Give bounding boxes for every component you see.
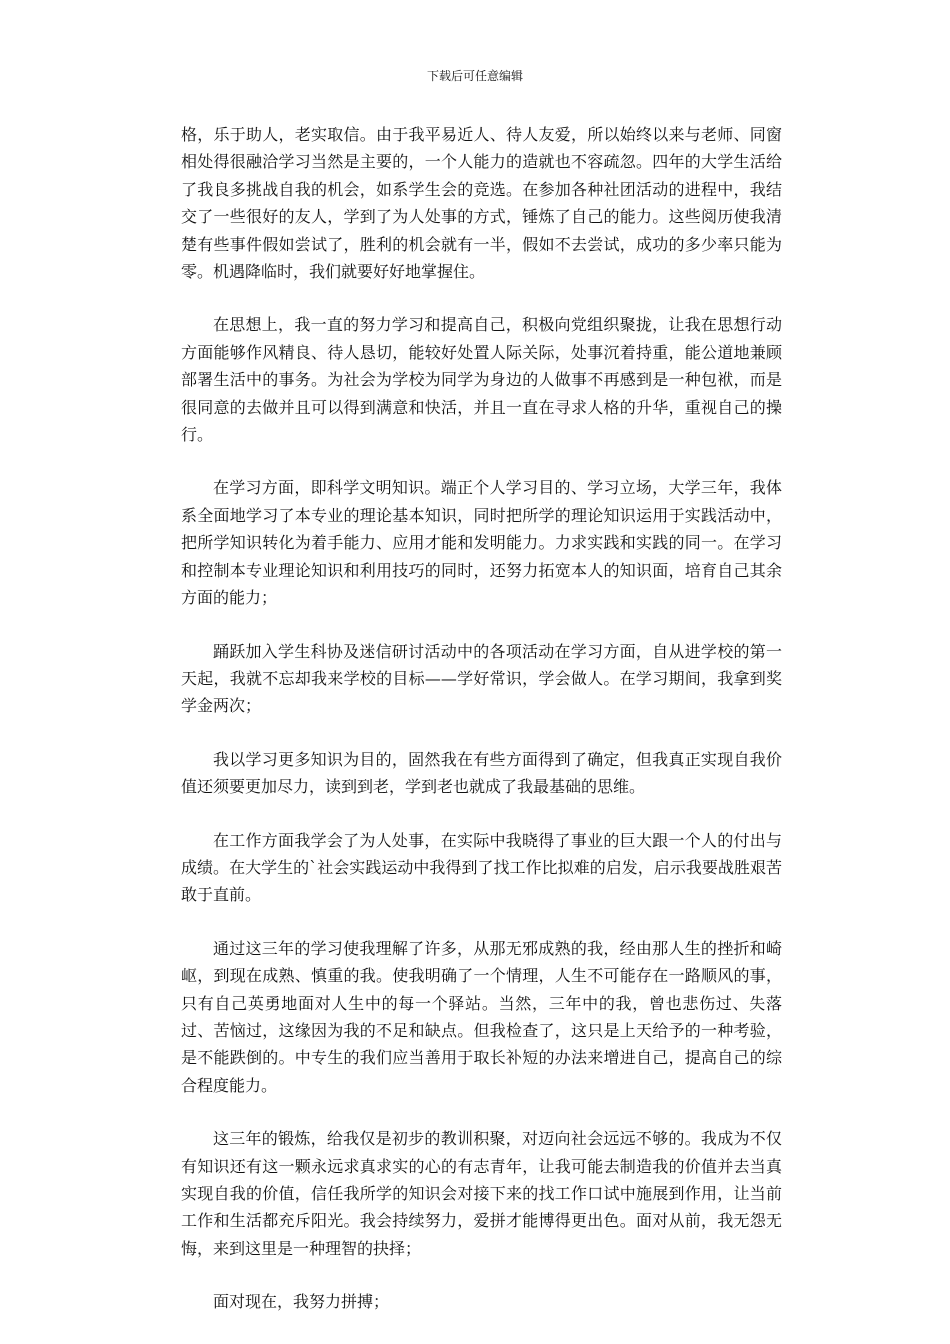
paragraph-2: 在思想上，我一直的努力学习和提高自己，积极向党组织聚拢，让我在思想行动方面能够作风精良、待人恳切，能较好处置人际关际，处事沉着持重，能公道地兼顾部署生活中的事务。为社会为学校为同学为身边的人做事不再感到是一种包袱，而是很同意的去做并且可以得到满意和快活，并且一直在寻求人格的升华，重视自己的操行。 bbox=[181, 315, 782, 445]
paragraph-8: 这三年的锻炼，给我仅是初步的教训积聚，对迈向社会远远不够的。我成为不仅有知识还有这一颗永远求真求实的心的有志青年，让我可能去制造我的价值并去当真实现自我的价值，信任我所学的知识会对接下来的找工作口试中施展到作用，让当前工作和生活都充斥阳光。我会持续努力，爱拼才能博得更出色。面对从前，我无怨无悔，来到这里是一种理智的抉择； bbox=[181, 1129, 782, 1258]
page-header: 下载后可任意编辑 bbox=[426, 69, 523, 83]
paragraph-9: 面对现在，我努力拼搏； bbox=[213, 1292, 390, 1312]
paragraph-5: 我以学习更多知识为目的，固然我在有些方面得到了确定，但我真正实现自我价值还须要更加尽力，读到到老，学到老也就成了我最基础的思维。 bbox=[181, 749, 782, 797]
paragraph-4: 踊跃加入学生科协及迷信研讨活动中的各项活动在学习方面，自从进学校的第一天起，我就不忘却我来学校的目标——学好常识，学会做人。在学习期间，我拿到奖学金两次； bbox=[181, 641, 782, 716]
paragraph-6: 在工作方面我学会了为人处事，在实际中我晓得了事业的巨大跟一个人的付出与成绩。在大学生的`社会实践运动中我得到了找工作比拟难的启发，启示我要战胜艰苦敢于直前。 bbox=[181, 830, 782, 905]
document-body bbox=[181, 121, 782, 1342]
paragraph-7: 通过这三年的学习使我理解了许多，从那无邪成熟的我，经由那人生的挫折和崎岖，到现在成熟、慎重的我。使我明确了一个情理，人生不可能存在一路顺风的事，只有自己英勇地面对人生中的每一个驿站。当然，三年中的我，曾也悲伤过、失落过、苦恼过，这缘因为我的不足和缺点。但我检查了，这只是上天给予的一种考验，是不能跌倒的。中专生的我们应当善用于取长补短的办法来增进自己，提高自己的综合程度能力。 bbox=[181, 938, 782, 1095]
paragraph-1: 格，乐于助人，老实取信。由于我平易近人、待人友爱，所以始终以来与老师、同窗相处得很融洽学习当然是主要的，一个人能力的造就也不容疏忽。四年的大学生活给了我良多挑战自我的机会，如系学生会的竞选。在参加各种社团活动的进程中，我结交了一些很好的友人，学到了为人处事的方式，锤炼了自己的能力。这些阅历使我清楚有些事件假如尝试了，胜利的机会就有一半，假如不去尝试，成功的多少率只能为零。机遇降临时，我们就要好好地掌握住。 bbox=[181, 125, 782, 282]
paragraph-3: 在学习方面，即科学文明知识。端正个人学习目的、学习立场，大学三年，我体系全面地学习了本专业的理论基本知识，同时把所学的理论知识运用于实践活动中，把所学知识转化为着手能力、应用才能和发明能力。力求实践和实践的同一。在学习和控制本专业理论知识和利用技巧的同时，还努力拓宽本人的知识面，培育自己其余方面的能力； bbox=[181, 478, 782, 608]
